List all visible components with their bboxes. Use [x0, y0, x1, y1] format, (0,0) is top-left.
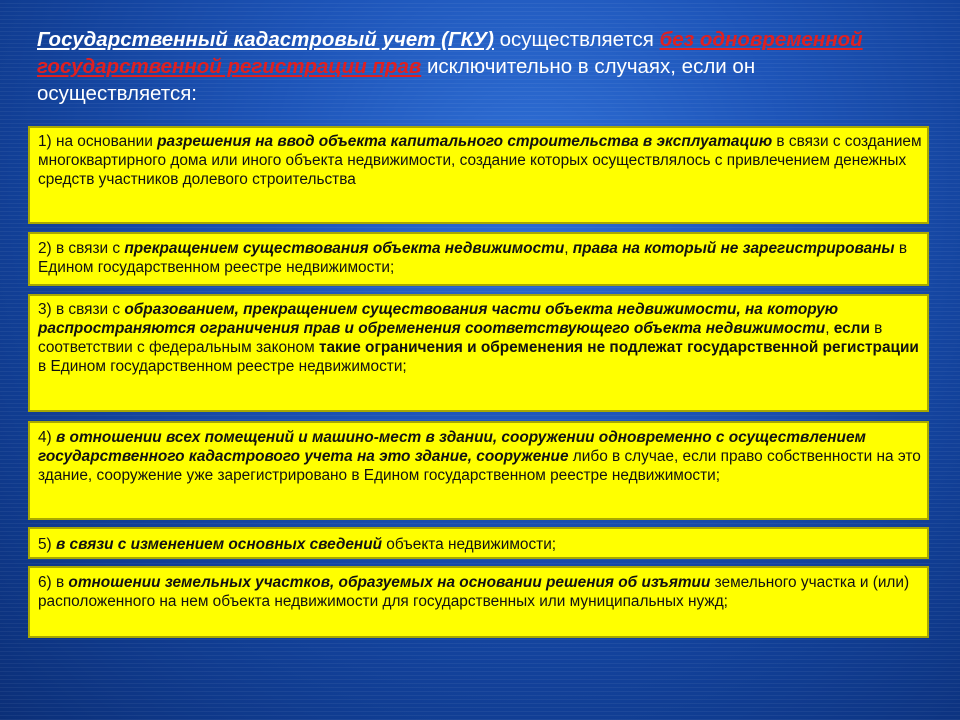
item-text: 1) на основании: [38, 133, 158, 150]
heading-red-1: без одновременной: [659, 28, 863, 51]
case-item-6: [28, 566, 929, 638]
case-item-2: [28, 232, 929, 286]
item-text: 2) в связи с: [38, 240, 125, 257]
item-text: в Едином государственном реестре недвижимости;: [38, 240, 908, 276]
item-emphasis: права на который не зарегистрированы: [572, 240, 895, 257]
item-emphasis: в связи с изменением основных сведений: [55, 536, 383, 553]
case-item-1: [28, 126, 929, 224]
item-text: ,: [564, 240, 573, 257]
case-item-4: [28, 421, 929, 520]
item-emphasis: в отношении всех помещений и машино-мест в здании, сооружении одновременно с осуществлением государственного кадастрового учета на это здание, сооружение: [38, 429, 866, 465]
heading-red-2: государственной регистрации прав: [37, 55, 422, 78]
item-emphasis: образованием, прекращением существования части объекта недвижимости, на которую распространяются ограничения прав и обременения соответствующего объекта недвижимости: [38, 301, 839, 337]
item-text: в связи с созданием многоквартирного дома или иного объекта недвижимости, создание которых осуществлялось с привлечением денежных средств участников долевого строительства: [38, 133, 922, 188]
item-text: в Едином государственном реестре недвижимости;: [38, 358, 407, 375]
case-item-3: [28, 294, 929, 412]
heading-text-2: исключительно в случаях, если он осуществляется:: [37, 55, 756, 105]
item-emphasis: прекращением существования объекта недвижимости: [124, 240, 565, 257]
item-bold: если: [833, 320, 870, 337]
item-text: 4): [38, 429, 56, 446]
item-text: земельного участка и (или) расположенного на нем объекта недвижимости для государственных или муниципальных нужд;: [38, 574, 910, 610]
item-text: в соответствии с федеральным законом: [38, 320, 883, 356]
case-item-5: [28, 527, 929, 559]
item-bold: такие ограничения и обременения не подлежат государственной регистрации: [318, 339, 919, 356]
heading-text-1: осуществляется: [493, 28, 660, 51]
item-text: 5): [38, 536, 56, 553]
item-text: ,: [825, 320, 834, 337]
heading-gku: Государственный кадастровый учет (ГКУ): [37, 28, 494, 51]
item-emphasis: отношении земельных участков, образуемых на основании решения об изъятии: [68, 574, 711, 591]
item-text: 3) в связи с: [38, 301, 125, 318]
item-text: либо в случае, если право собственности на это здание, сооружение уже зарегистрировано в Едином государственном реестре недвижимости;: [38, 448, 921, 484]
item-text: 6) в: [38, 574, 69, 591]
item-emphasis: разрешения на ввод объекта капитального строительства в эксплуатацию: [157, 133, 773, 150]
item-text: объекта недвижимости;: [382, 536, 557, 553]
slide-heading: [37, 26, 917, 107]
